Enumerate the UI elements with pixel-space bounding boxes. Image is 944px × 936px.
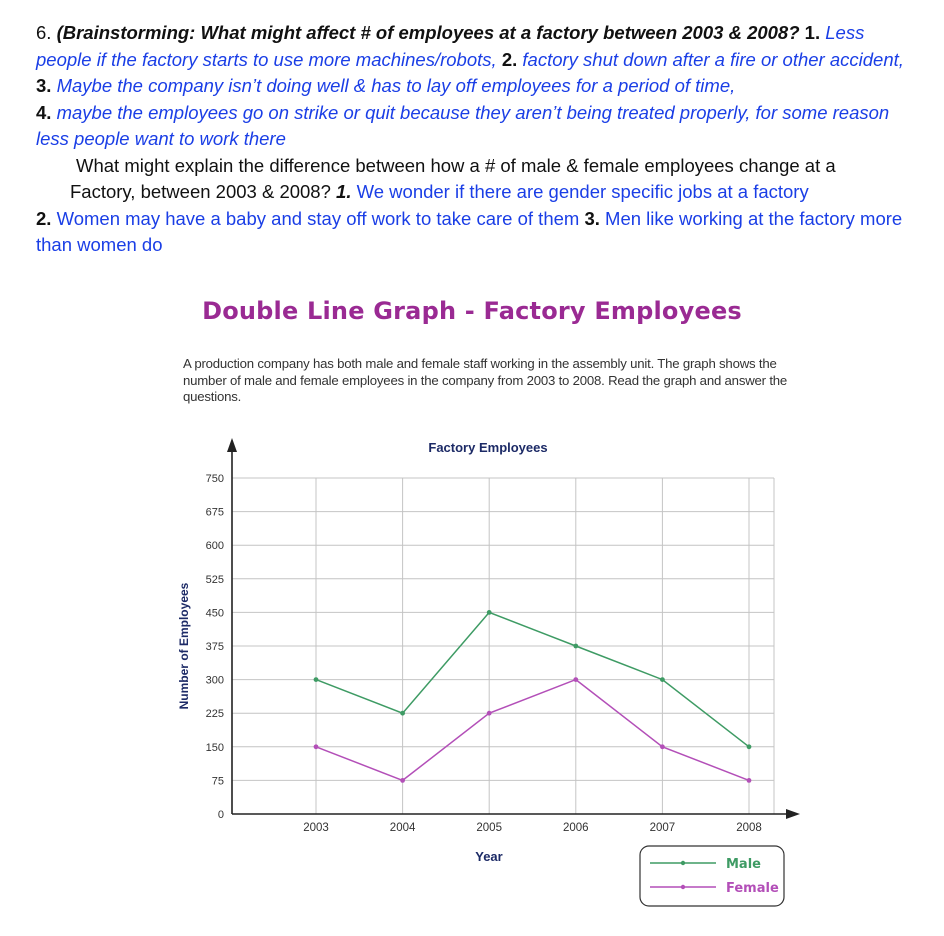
data-point-female [487, 711, 492, 716]
worksheet-intro: A production company has both male and female staff working in the assembly unit. The graph shows the number of male and female employees in the company from 2003 to 2008. Read the graph and answer the questions. [183, 356, 788, 404]
y-tick-label: 0 [217, 809, 224, 821]
answer-number: 2. [36, 207, 52, 229]
data-point-male [400, 711, 405, 716]
series-line-female [316, 680, 749, 781]
x-tick-label: 2004 [389, 822, 416, 834]
legend-marker-male [681, 861, 685, 865]
answer-number: 1. [336, 181, 352, 202]
x-tick-label: 2008 [736, 822, 762, 834]
y-axis-label: Number of Employees [177, 582, 191, 710]
y-tick-label: 450 [205, 607, 224, 620]
y-tick-label: 375 [205, 641, 224, 653]
answer-text: We wonder if there are gender specific jobs at a factory [356, 181, 809, 202]
data-point-female [660, 744, 665, 749]
answer-text: maybe the employees go on strike or quit because they aren’t being treated properly, for some reason less people want to work there [36, 101, 890, 149]
answer-number: 3. [36, 75, 52, 96]
x-tick-label: 2006 [563, 822, 589, 834]
worksheet-title: Double Line Graph - Factory Employees [202, 297, 742, 325]
data-point-male [573, 644, 578, 649]
answer-number: 1. [804, 22, 821, 43]
answer-text: Men like working at the factory more than women do [36, 207, 903, 255]
x-axis-arrow [786, 809, 800, 819]
y-tick-label: 300 [205, 674, 224, 687]
y-tick-label: 225 [205, 708, 224, 721]
y-tick-label: 675 [205, 506, 224, 519]
question-number: 6. [36, 22, 52, 43]
legend-label: Male [726, 857, 761, 872]
answer-number: 2. [501, 48, 518, 70]
data-point-male [660, 677, 665, 682]
data-point-male [487, 610, 492, 615]
data-point-female [400, 778, 405, 783]
x-tick-label: 2005 [476, 822, 502, 834]
data-point-female [747, 778, 752, 783]
legend-box [640, 846, 784, 906]
y-tick-label: 600 [205, 540, 224, 553]
y-tick-label: 150 [205, 741, 224, 754]
data-point-female [314, 744, 319, 749]
y-tick-label: 525 [205, 573, 224, 586]
data-point-male [314, 677, 319, 682]
question-2-prompt-line1: What might explain the difference between how a # of male & female employees change at a [76, 154, 836, 176]
question-2-prompt-line2: Factory, between 2003 & 2008? [70, 181, 331, 202]
answer-number: 3. [584, 207, 600, 229]
legend-label: Female [726, 881, 779, 896]
x-tick-label: 2003 [303, 822, 329, 834]
y-axis-arrow [227, 438, 237, 452]
data-point-male [747, 744, 752, 749]
answer-text: Women may have a baby and stay off work to take care of them [56, 207, 580, 229]
answer-text: Less people if the factory starts to use more machines/robots, [36, 22, 865, 70]
y-tick-label: 75 [211, 775, 224, 788]
y-tick-label: 750 [205, 473, 224, 485]
x-tick-label: 2007 [649, 822, 676, 834]
answer-text: Maybe the company isn’t doing well & has to lay off employees for a period of time, [56, 75, 736, 96]
data-point-female [573, 677, 578, 682]
x-axis-label: Year [475, 849, 503, 864]
legend-marker-female [681, 885, 685, 889]
chart-title: Factory Employees [428, 440, 548, 455]
answer-number: 4. [36, 101, 52, 123]
question-6-prompt: (Brainstorming: What might affect # of employees at a factory between 2003 & 2008? [56, 22, 800, 43]
answer-text: factory shut down after a fire or other accident, [522, 48, 904, 70]
